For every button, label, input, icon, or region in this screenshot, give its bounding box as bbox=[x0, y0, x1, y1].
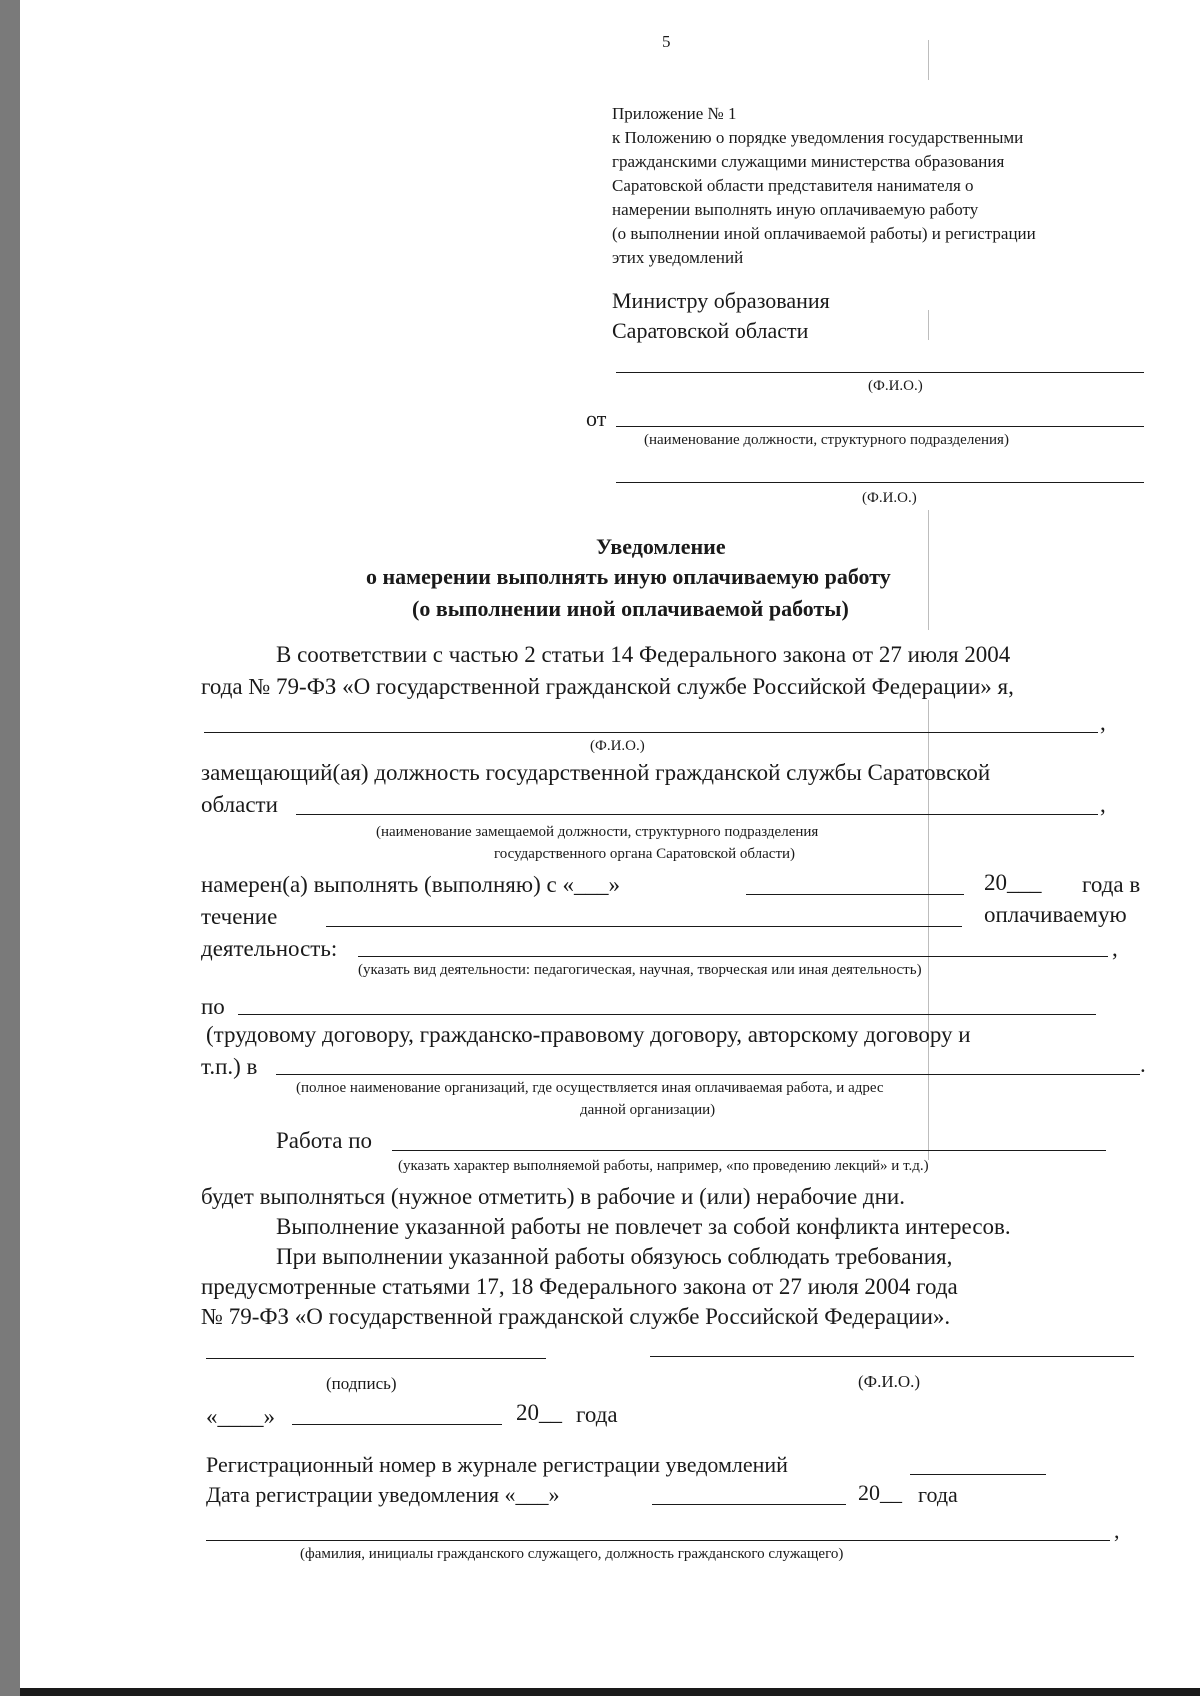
registration-date-year-word: года bbox=[918, 1482, 958, 1507]
signature-fio-line bbox=[650, 1356, 1134, 1357]
position-name-line bbox=[296, 814, 1098, 815]
oblige-line-3: № 79-ФЗ «О государственной гражданской службе Российской Федерации». bbox=[201, 1304, 951, 1329]
period-line bbox=[326, 926, 962, 927]
fio-caption: (Ф.И.О.) bbox=[858, 1372, 921, 1391]
signature-date-year: 20__ bbox=[516, 1400, 562, 1425]
comma: , bbox=[1100, 710, 1106, 735]
scan-artifact-line bbox=[928, 310, 929, 340]
work-line bbox=[392, 1150, 1106, 1151]
appendix-line: этих уведомлений bbox=[612, 248, 744, 267]
intent-month-line bbox=[746, 894, 964, 895]
registration-date-year: 20__ bbox=[858, 1480, 902, 1505]
etc-label: т.п.) в bbox=[201, 1054, 258, 1079]
signature-line bbox=[206, 1358, 546, 1359]
appendix-line: к Положению о порядке уведомления государственными bbox=[612, 128, 1024, 147]
by-label: по bbox=[201, 994, 225, 1019]
work-caption: (указать характер выполняемой работы, например, «по проведению лекций» и т.д.) bbox=[398, 1158, 929, 1174]
applicant-fio-line bbox=[204, 732, 1098, 733]
comma: , bbox=[1114, 1518, 1120, 1543]
organization-line bbox=[276, 1074, 1140, 1075]
position-caption: (наименование должности, структурного подразделения) bbox=[644, 432, 1009, 448]
intent-year: 20___ bbox=[984, 870, 1042, 895]
page-number: 5 bbox=[662, 32, 671, 51]
appendix-title: Приложение № 1 bbox=[612, 104, 737, 123]
title-line-3: (о выполнении иной оплачиваемой работы) bbox=[412, 596, 849, 621]
activity-caption: (указать вид деятельности: педагогическая, научная, творческая или иная деятельность) bbox=[358, 962, 922, 978]
registration-date-label: Дата регистрации уведомления «___» bbox=[206, 1482, 560, 1507]
contract-types-line: (трудовому договору, гражданско-правовому договору, авторскому договору и bbox=[206, 1022, 971, 1047]
during-label: течение bbox=[201, 904, 278, 929]
oblige-line-1: При выполнении указанной работы обязуюсь соблюдать требования, bbox=[276, 1244, 953, 1269]
comma: , bbox=[1112, 936, 1118, 961]
document-page bbox=[20, 0, 1200, 1688]
work-label: Работа по bbox=[276, 1128, 372, 1153]
scan-artifact-line bbox=[928, 40, 929, 80]
registration-number-label: Регистрационный номер в журнале регистрации уведомлений bbox=[206, 1452, 788, 1477]
sender-fio-line bbox=[616, 482, 1144, 483]
oblige-line-2: предусмотренные статьями 17, 18 Федерального закона от 27 июля 2004 года bbox=[201, 1274, 958, 1299]
fio-caption: (Ф.И.О.) bbox=[868, 378, 923, 394]
intent-part-2: года в bbox=[1082, 872, 1141, 897]
position-caption-line-2: государственного органа Саратовской области) bbox=[494, 846, 796, 862]
appendix-line: (о выполнении иной оплачиваемой работы) и регистрации bbox=[612, 224, 1036, 243]
scan-left-edge bbox=[0, 0, 20, 1696]
appendix-line: намерении выполнять иную оплачиваемую работу bbox=[612, 200, 979, 219]
addressee-line-1: Министру образования bbox=[612, 288, 830, 313]
signature-caption: (подпись) bbox=[326, 1374, 397, 1393]
workdays-line: будет выполняться (нужное отметить) в рабочие и (или) нерабочие дни. bbox=[201, 1184, 905, 1209]
org-caption-line-1: (полное наименование организаций, где осуществляется иная оплачиваемая работа, и адрес bbox=[296, 1080, 884, 1096]
title-line-2: о намерении выполнять иную оплачиваемую работу bbox=[366, 564, 891, 589]
intent-part-1: намерен(а) выполнять (выполняю) с «___» bbox=[201, 872, 620, 897]
title-line-1: Уведомление bbox=[596, 534, 726, 559]
region-word: области bbox=[201, 792, 278, 817]
intro-line-2: года № 79-ФЗ «О государственной гражданской службе Российской Федерации» я, bbox=[201, 674, 1014, 699]
registrar-caption: (фамилия, инициалы гражданского служащего, должность гражданского служащего) bbox=[300, 1546, 844, 1562]
activity-line bbox=[358, 956, 1108, 957]
scan-bottom-edge bbox=[20, 1688, 1200, 1696]
signature-date-year-word: года bbox=[576, 1402, 618, 1427]
paid-label: оплачиваемую bbox=[984, 902, 1127, 927]
signature-date-month-line bbox=[292, 1424, 502, 1425]
conflict-line: Выполнение указанной работы не повлечет за собой конфликта интересов. bbox=[276, 1214, 1011, 1239]
fio-caption: (Ф.И.О.) bbox=[862, 490, 917, 506]
intro-line-1: В соответствии с частью 2 статьи 14 Федерального закона от 27 июля 2004 bbox=[276, 642, 1011, 667]
org-caption-line-2: данной организации) bbox=[580, 1102, 716, 1118]
period-mark: . bbox=[1140, 1052, 1146, 1077]
registration-date-month-line bbox=[652, 1504, 846, 1505]
appendix-line: Саратовской области представителя нанимателя о bbox=[612, 176, 974, 195]
position-line: замещающий(ая) должность государственной гражданской службы Саратовской bbox=[201, 760, 991, 785]
fio-caption: (Ф.И.О.) bbox=[590, 738, 645, 754]
appendix-line: гражданскими служащими министерства образования bbox=[612, 152, 1005, 171]
signature-date-day: «____» bbox=[206, 1404, 275, 1429]
addressee-line-2: Саратовской области bbox=[612, 318, 809, 343]
position-line bbox=[616, 426, 1144, 427]
minister-fio-line bbox=[616, 372, 1144, 373]
position-caption-line-1: (наименование замещаемой должности, структурного подразделения bbox=[376, 824, 819, 840]
scan-artifact-line bbox=[928, 510, 929, 630]
from-label: от bbox=[586, 406, 607, 431]
registration-number-line bbox=[910, 1474, 1046, 1475]
contract-line bbox=[238, 1014, 1096, 1015]
activity-label: деятельность: bbox=[201, 936, 338, 961]
registrar-line bbox=[206, 1540, 1110, 1541]
comma: , bbox=[1100, 792, 1106, 817]
